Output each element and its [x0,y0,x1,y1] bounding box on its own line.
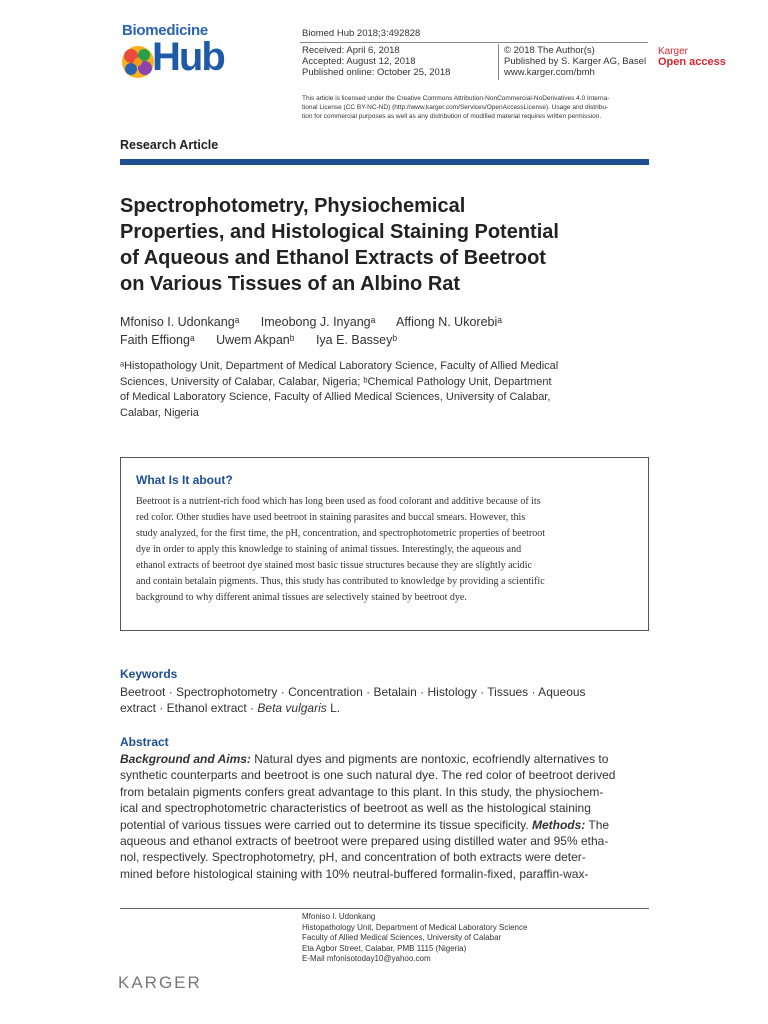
author-name: Affiong N. Ukorebiᵃ [396,315,502,329]
license-notice [302,94,648,121]
summary-line: and contain betalain pigments. Thus, this study has contributed to knowledge by providing a scientific [136,576,545,587]
abstract-body [120,751,649,882]
keywords-list [120,684,650,716]
abstract-line: mined before histological staining with 10% neutral-buffered formalin-fixed, paraffin-wax- [120,866,589,881]
abstract-line: potential of various tissues were carried out to determine its tissue specificity. Methods: The [120,817,610,832]
abstract-line: nol, respectively. Spectrophotometry, pH, and concentration of both extracts were deter- [120,850,586,865]
correspondence [302,912,527,965]
summary-box [120,457,649,631]
license-line: tional License (CC BY-NC-ND) (http://www.karger.com/Services/OpenAccessLicense). Usage and distribu- [302,104,609,111]
logo-top-text: Biomedicine [122,22,208,39]
article-title [120,193,650,297]
species-name: Beta vulgaris [257,701,327,715]
summary-line: red color. Other studies have used beetroot in staining parasites and buccal smears. However, this [136,512,526,523]
background-label: Background and Aims: [120,752,251,766]
corr-email[interactable]: E-Mail mfonisotoday10@yahoo.com [302,954,431,963]
header-rule [300,42,648,43]
badge-karger: Karger [658,46,689,57]
summary-line: ethanol extracts of beetroot dye stained most basic tissue structures because they are slightly acidic [136,560,532,571]
summary-line: background to why different animal tissues are selectively stained by beetroot dye. [136,592,467,603]
logo-main-text: Hub [152,35,224,79]
author-name: Mfoniso I. Udonkangᵃ [120,315,240,329]
summary-heading: What Is It about? [136,473,233,487]
affiliation-line: Calabar, Nigeria [120,406,199,419]
license-line: This article is licensed under the Creative Commons Attribution-NonCommercial-NoDerivatives 4.0 Interna- [302,95,610,102]
author-name: Uwem Akpanᵇ [216,333,295,347]
license-line: tion for commercial purposes as well as any distribution of modified material requires written permission. [302,113,602,120]
author-name: Imeobong J. Inyangᵃ [260,315,376,329]
badge-open-access: Open access [658,56,726,68]
logo-sphere-icon [120,44,156,80]
summary-line: dye in order to apply this knowledge to staining of animal tissues. Interestingly, the aqueous and [136,544,522,555]
authors [120,313,520,349]
publisher: Published by S. Karger AG, Basel [504,56,647,67]
affiliations [120,359,620,421]
affiliation-line: of Medical Laboratory Science, Faculty of Allied Medical Sciences, University of Calabar, [120,391,551,403]
copyright: © 2018 The Author(s) [504,45,595,56]
title-line: on Various Tissues of an Albino Rat [120,273,461,295]
methods-label: Methods: [531,817,586,832]
corr-line: Mfoniso I. Udonkang [302,912,376,921]
abstract-heading: Abstract [120,735,169,749]
affiliation-line: Sciences, University of Calabar, Calabar, Nigeria; ᵇChemical Pathology Unit, Department [120,375,552,388]
article-type: Research Article [120,138,219,152]
abstract-line: aqueous and ethanol extracts of beetroot were prepared using distilled water and 95% etha- [120,834,609,849]
website-link[interactable]: www.karger.com/bmh [504,67,595,78]
abstract-line: from betalain pigments confers great advantage to this plant. In this study, the physiochem- [120,784,604,799]
abstract-line: synthetic counterparts and beetroot is one such natural dye. The red color of beetroot derived [120,768,616,783]
corr-line: Faculty of Allied Medical Sciences, University of Calabar [302,933,502,942]
footer-rule [120,908,649,909]
accepted-date: Accepted: August 12, 2018 [302,56,416,67]
corr-line: Histopathology Unit, Department of Medical Laboratory Science [302,922,528,932]
header-divider [498,44,499,80]
title-line: of Aqueous and Ethanol Extracts of Beetroot [120,247,546,269]
author-name: Faith Effiongᵃ [120,333,195,347]
title-line: Properties, and Histological Staining Potential [120,221,559,243]
affiliation-line: ᵃHistopathology Unit, Department of Medical Laboratory Science, Faculty of Allied Medical [120,360,559,372]
published-date: Published online: October 25, 2018 [302,67,451,78]
abstract-line: Background and Aims: Natural dyes and pigments are nontoxic, ecofriendly alternatives to [120,752,609,766]
publisher-brand: KARGER [118,973,202,992]
received-date: Received: April 6, 2018 [302,45,400,56]
keywords-line: Beetroot · Spectrophotometry · Concentration · Betalain · Histology · Tissues · Aqueous [120,685,586,699]
citation: Biomed Hub 2018;3:492828 [302,28,421,39]
open-access-badge [658,46,726,68]
keywords-line: extract · Ethanol extract · Beta vulgaris L. [120,701,341,715]
summary-text [136,494,633,606]
keywords-heading: Keywords [120,667,178,681]
title-line: Spectrophotometry, Physiochemical [120,195,466,217]
summary-line: study analyzed, for the first time, the pH, concentration, and spectrophotometric properties of beetroot [136,528,546,539]
section-bar [120,159,649,165]
corr-line: Eta Agbor Street, Calabar, PMB 1115 (Nigeria) [302,943,467,953]
author-name: Iya E. Basseyᵇ [315,333,398,347]
summary-line: Beetroot is a nutrient-rich food which has long been used as food colorant and additive because of its [136,496,541,507]
abstract-line: ical and spectrophotometric characteristics of beetroot as well as the histological staining [120,801,591,816]
journal-logo [120,22,224,82]
